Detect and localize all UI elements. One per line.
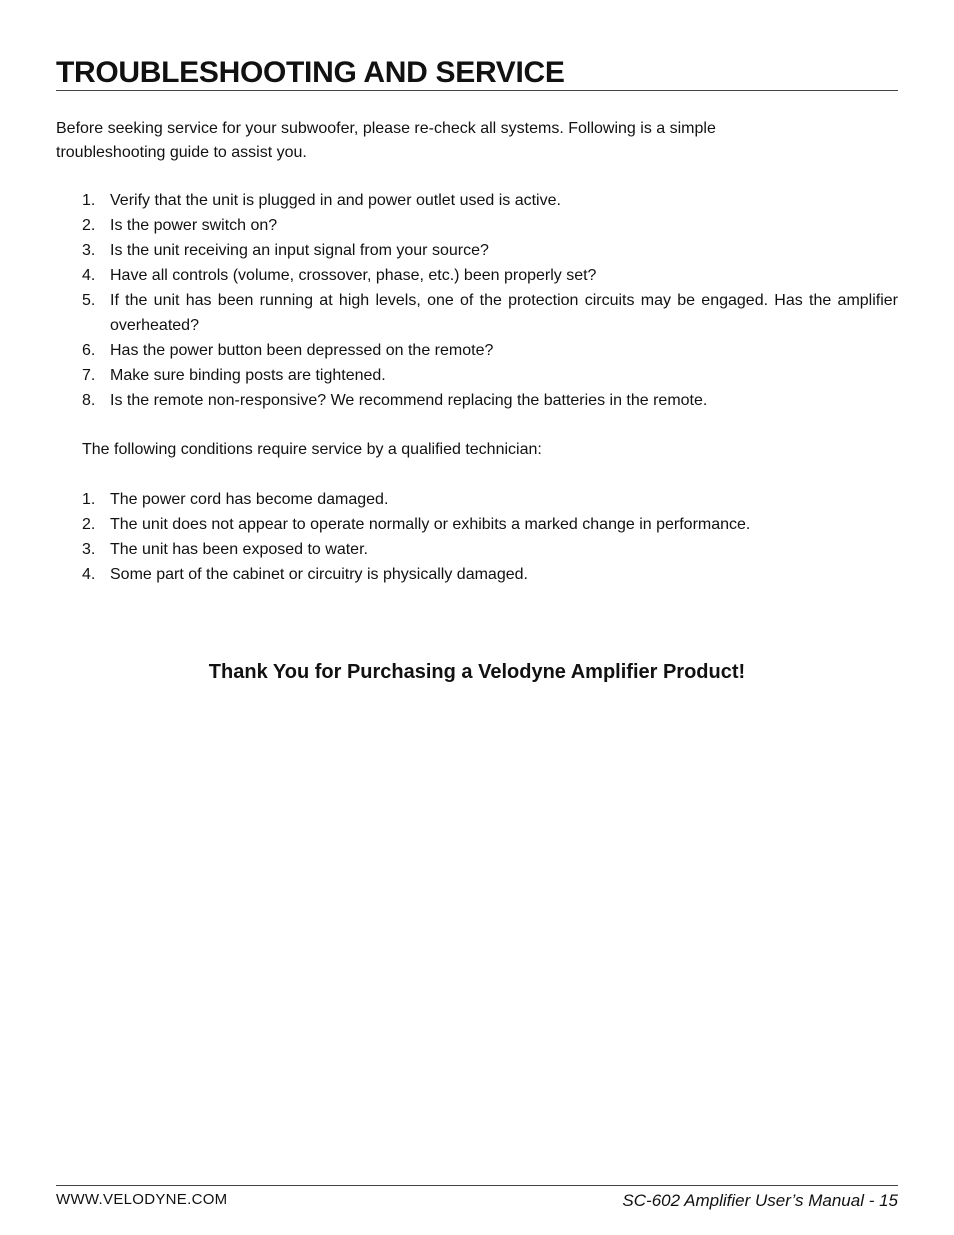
list-item [82, 487, 898, 512]
list-item [82, 388, 898, 413]
item-text: The unit has been exposed to water. [110, 541, 368, 558]
troubleshooting-checklist [82, 188, 898, 413]
item-text: Is the remote non-responsive? We recommend replacing the batteries in the remote. [110, 392, 708, 409]
thank-you-message: Thank You for Purchasing a Velodyne Amplifier Product! [208, 661, 746, 683]
item-number: 1. [82, 192, 96, 209]
item-text: Some part of the cabinet or circuitry is physically damaged. [110, 566, 528, 583]
footer-website: WWW.VELODYNE.COM [56, 1191, 228, 1208]
list-item [82, 238, 898, 263]
list-item [82, 363, 898, 388]
item-number: 4. [82, 566, 96, 583]
item-text: The unit does not appear to operate normally or exhibits a marked change in performance. [110, 516, 751, 533]
list-item [82, 537, 898, 562]
intro-paragraph: Before seeking service for your subwoofer, please re-check all systems. Following is a simple troubleshooting guide to assist you. [56, 120, 716, 161]
list-item [82, 288, 898, 338]
item-text: If the unit has been running at high levels, one of the protection circuits may be engaged. Has the amplifier overheated? [110, 292, 898, 334]
footer-page-info: SC-602 Amplifier User’s Manual - 15 [622, 1191, 898, 1210]
conditions-intro: The following conditions require service by a qualified technician: [82, 441, 542, 458]
item-number: 3. [82, 242, 96, 259]
item-number: 4. [82, 267, 96, 284]
service-conditions-list [82, 487, 898, 587]
item-number: 3. [82, 541, 96, 558]
list-item [82, 512, 898, 537]
item-number: 5. [82, 292, 96, 309]
item-number: 2. [82, 516, 96, 533]
list-item [82, 263, 898, 288]
item-text: Is the power switch on? [110, 217, 278, 234]
item-number: 2. [82, 217, 96, 234]
list-item [82, 213, 898, 238]
item-text: Is the unit receiving an input signal from your source? [110, 242, 489, 259]
page-title: TROUBLESHOOTING AND SERVICE [56, 56, 898, 91]
item-text: Verify that the unit is plugged in and power outlet used is active. [110, 192, 561, 209]
item-number: 1. [82, 491, 96, 508]
list-item [82, 188, 898, 213]
item-text: The power cord has become damaged. [110, 491, 389, 508]
item-text: Make sure binding posts are tightened. [110, 367, 386, 384]
list-item [82, 562, 898, 587]
footer-divider [56, 1185, 898, 1186]
item-number: 7. [82, 367, 96, 384]
item-number: 8. [82, 392, 96, 409]
list-item [82, 338, 898, 363]
item-text: Has the power button been depressed on the remote? [110, 342, 494, 359]
item-text: Have all controls (volume, crossover, phase, etc.) been properly set? [110, 267, 597, 284]
item-number: 6. [82, 342, 96, 359]
